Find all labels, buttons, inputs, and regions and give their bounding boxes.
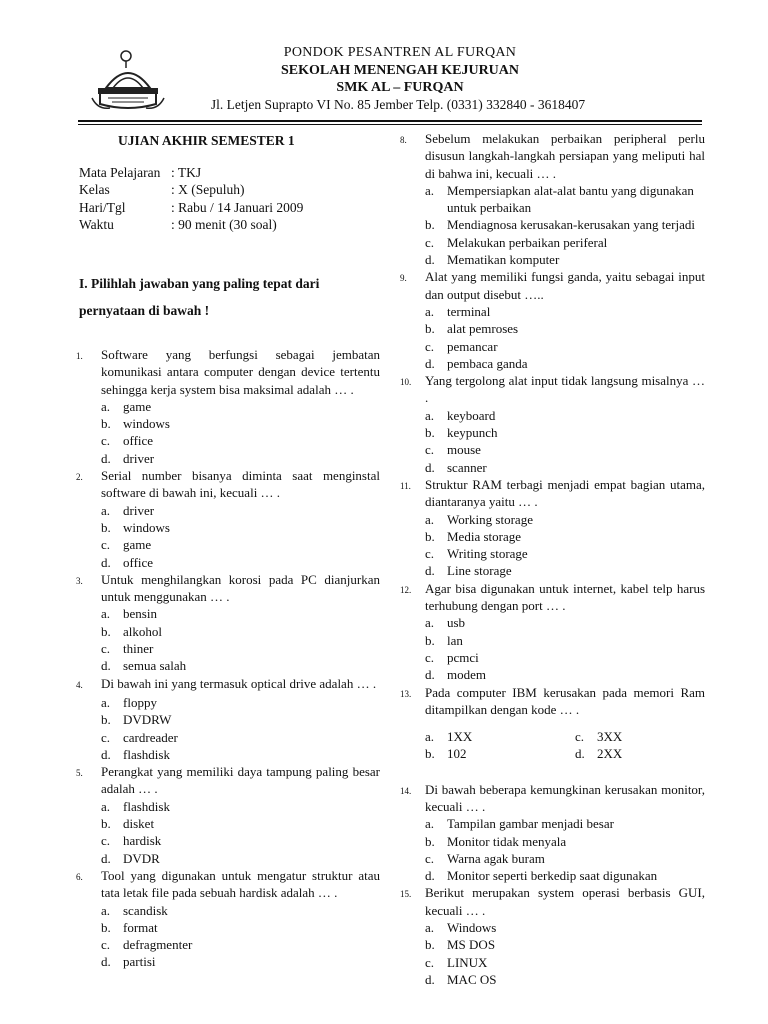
question-text: Perangkat yang memiliki daya tampung paling besar adalah … . [101, 764, 380, 797]
question-text: Di bawah beberapa kemungkinan kerusakan monitor, kecuali … . [425, 781, 705, 814]
question: 13. Pada computer IBM kerusakan pada memori Ram ditampilkan dengan kode … . a. 1XX c. 3XX b. 102 d. 2XX [400, 684, 705, 762]
question: 8. Sebelum melakukan perbaikan peripheral perlu disusun langkah-langkah persiapan yang meliputi hal di bahwa ini, kecuali … . a. Mempersiapkan alat-alat bantu yang digunakan untuk perbaikan b. Mendiagnosa kerusakan-kerusakan yang terjadi c. Melakukan perbaikan periferal d. Mematikan komputer [400, 131, 705, 268]
question: 9. Alat yang memiliki fungsi ganda, yaitu sebagai input dan output disebut ….. a. terminal b. alat pemroses c. pemancar d. pembaca ganda [400, 269, 705, 371]
question: 15. Berikut merupakan system operasi berbasis GUI, kecuali … . a. Windows b. MS DOS c. LINUX d. MAC OS [400, 885, 705, 987]
exam-title: UJIAN AKHIR SEMESTER 1 [118, 133, 295, 148]
question-text: Yang tergolong alat input tidak langsung misalnya … . [425, 373, 705, 406]
school-name: SMK AL – FURQAN [336, 80, 464, 95]
exam-meta [79, 164, 303, 233]
questions-right-column [400, 130, 705, 988]
meta-row: Hari/Tgl : Rabu / 14 Januari 2009 [79, 199, 304, 215]
meta-row: Waktu : 90 menit (30 soal) [79, 216, 277, 232]
school-type: SEKOLAH MENENGAH KEJURUAN [280, 63, 520, 78]
question: 5. Perangkat yang memiliki daya tampung paling besar adalah … . a. flashdisk b. disket c. hardisk d. DVDR [76, 764, 380, 866]
meta-row: Mata Pelajaran : TKJ [79, 165, 202, 180]
foundation-name: PONDOK PESANTREN AL FURQAN [283, 45, 517, 60]
question: 11. Struktur RAM terbagi menjadi empat bagian utama, diantaranya yaitu … . a. Working storage b. Media storage c. Writing storage d. Line storage [400, 476, 705, 579]
question: 6. Tool yang digunakan untuk mengatur struktur atau tata letak file pada sebuah hardisk adalah … . a. scandisk b. format c. defragmenter d. partisi [76, 867, 380, 970]
header-divider-thin [78, 124, 702, 125]
question-text: Di bawah ini yang termasuk optical drive adalah … . [101, 675, 377, 691]
question-text: Agar bisa digunakan untuk internet, kabel telp harus terhubung dengan port … . [425, 580, 705, 614]
question-text: Sebelum melakukan perbaikan peripheral perlu disusun langkah-langkah persiapan yang meliputi hal di bahwa ini, kecuali … . [425, 131, 705, 181]
question: 4. Di bawah ini yang termasuk optical drive adalah … . a. floppy b. DVDRW c. cardreader d. flashdisk [76, 675, 380, 763]
question-text: Untuk menghilangkan korosi pada PC dianjurkan untuk menggunakan … . [101, 571, 380, 605]
question: 2. Serial number bisanya diminta saat menginstal software di bawah ini, kecuali … . a. driver b. windows c. game d. office [76, 468, 380, 570]
school-address: Jl. Letjen Suprapto VI No. 85 Jember Telp. (0331) 332840 - 3618407 [210, 97, 586, 112]
option-grid: a. 1XX c. 3XX b. 102 d. 2XX [425, 729, 623, 762]
question-text: Berikut merupakan system operasi berbasis GUI, kecuali … . [425, 885, 705, 918]
question-text: Struktur RAM terbagi menjadi empat bagian utama, diantaranya yaitu … . [425, 476, 705, 510]
meta-row: Kelas : X (Sepuluh) [79, 182, 245, 198]
question: 12. Agar bisa digunakan untuk internet, kabel telp harus terhubung dengan port … . a. usb b. lan c. pcmci d. modem [400, 580, 705, 683]
question: 3. Untuk menghilangkan korosi pada PC dianjurkan untuk menggunakan … . a. bensin b. alkohol c. thiner d. semua salah [76, 571, 380, 674]
question: 14. Di bawah beberapa kemungkinan kerusakan monitor, kecuali … . a. Tampilan gambar menjadi besar b. Monitor tidak menyala c. Warna agak buram d. Monitor seperti berkedip saat digunakan [400, 781, 705, 884]
school-logo [88, 48, 168, 114]
question-text: Serial number bisanya diminta saat menginstal software di bawah ini, kecuali … . [101, 468, 380, 501]
question: 1. Software yang berfungsi sebagai jembatan komunikasi antara computer dengan device tertentu sehingga kerja system bisa maksimal adalah … . a. game b. windows c. office d. driver [76, 347, 380, 466]
section-instruction: I. Pilihlah jawaban yang paling tepat dari pernyataan di bawah ! [79, 276, 320, 318]
question-text: Tool yang digunakan untuk mengatur struktur atau tata letak file pada sebuah hardisk adalah … . [101, 867, 380, 901]
question: 10. Yang tergolong alat input tidak langsung misalnya … . a. keyboard b. keypunch c. mouse d. scanner [400, 373, 705, 475]
question-text: Software yang berfungsi sebagai jembatan komunikasi antara computer dengan device tertentu sehingga kerja system bisa maksimal adalah … . [101, 347, 380, 397]
question-text: Pada computer IBM kerusakan pada memori Ram ditampilkan dengan kode … . [425, 684, 705, 717]
questions-left-column [76, 346, 380, 971]
header-divider [78, 120, 702, 122]
question-text: Alat yang memiliki fungsi ganda, yaitu sebagai input dan output disebut ….. [425, 269, 705, 302]
